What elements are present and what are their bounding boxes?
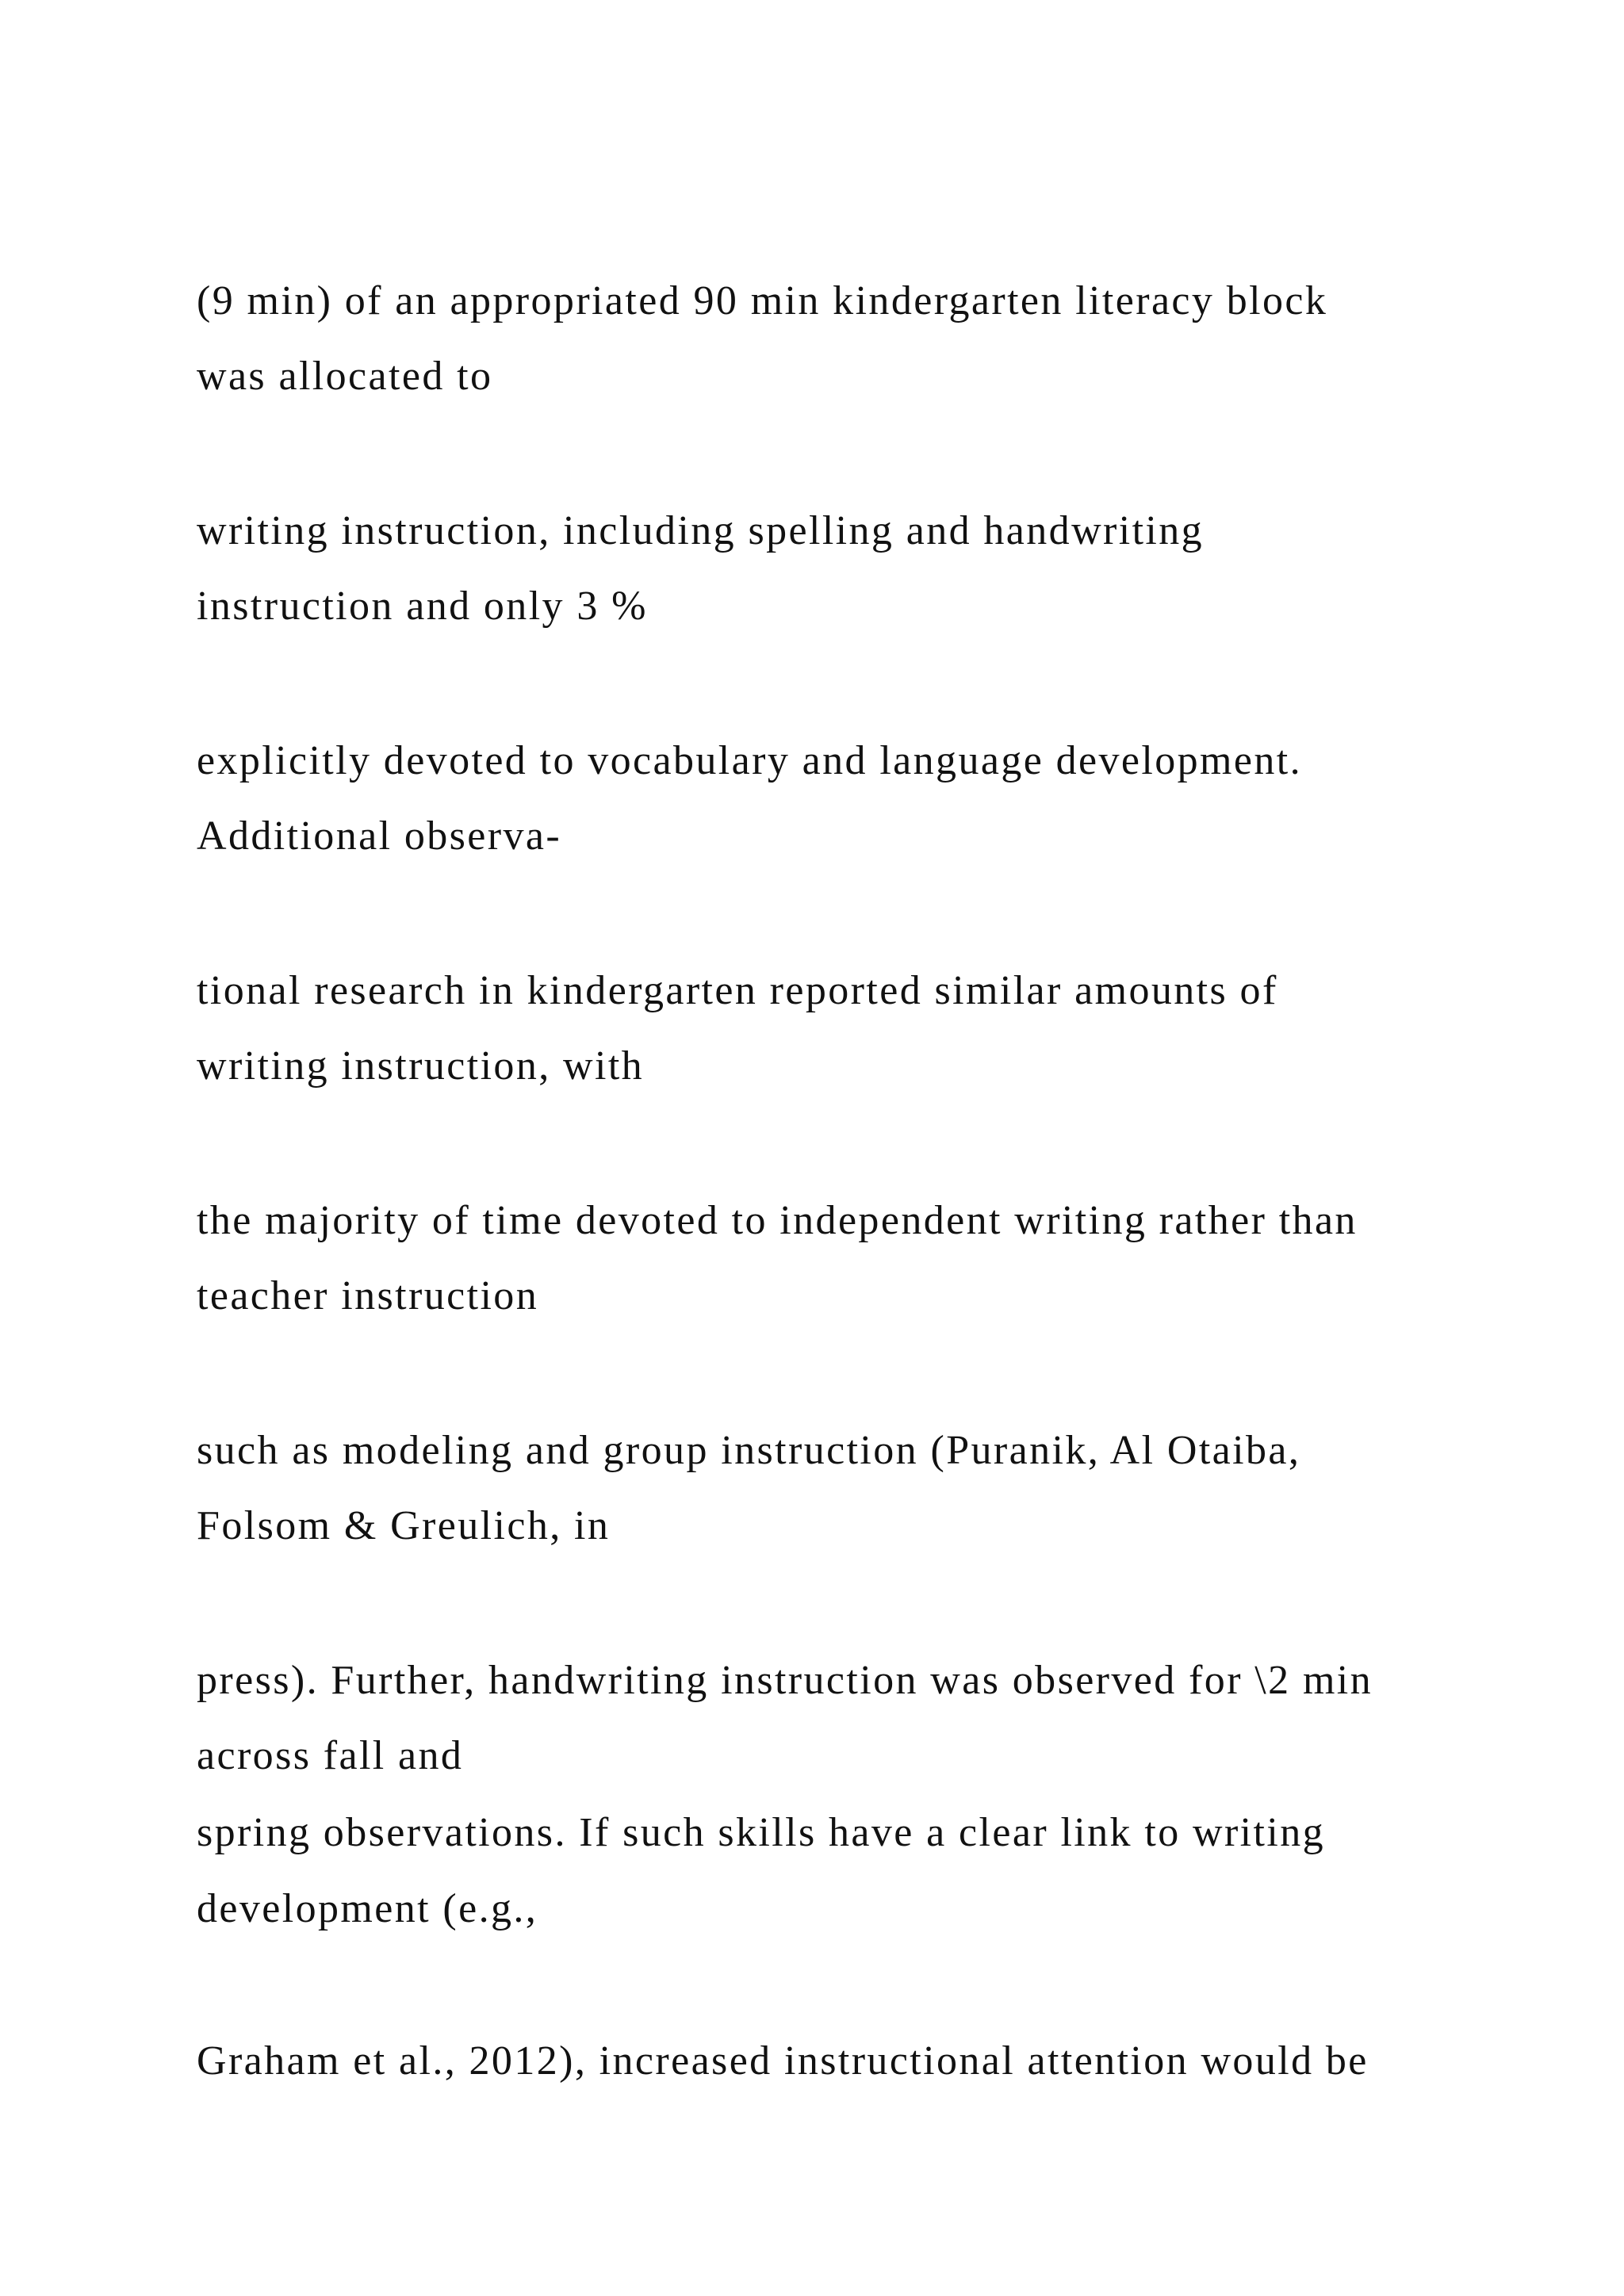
text-line-8: writing instruction, with bbox=[197, 1043, 645, 1089]
text-line-16: development (e.g., bbox=[197, 1886, 538, 1931]
text-line-10: teacher instruction bbox=[197, 1273, 539, 1318]
text-line-9: the majority of time devoted to independent writing rather than bbox=[197, 1198, 1358, 1243]
text-line-12: Folsom & Greulich, in bbox=[197, 1503, 611, 1548]
text-line-6: Additional observa- bbox=[197, 813, 562, 859]
text-line-4: instruction and only 3 % bbox=[197, 584, 648, 629]
text-line-17: Graham et al., 2012), increased instructional attention would be bbox=[197, 2038, 1369, 2084]
text-line-13: press). Further, handwriting instruction was observed for \2 min bbox=[197, 1658, 1373, 1703]
text-line-3: writing instruction, including spelling and handwriting bbox=[197, 508, 1205, 553]
text-line-5: explicitly devoted to vocabulary and language development. bbox=[197, 738, 1303, 783]
text-line-15: spring observations. If such skills have a clear link to writing bbox=[197, 1810, 1326, 1855]
text-line-11: such as modeling and group instruction (Puranik, Al Otaiba, bbox=[197, 1428, 1301, 1473]
text-line-2: was allocated to bbox=[197, 354, 493, 399]
text-line-14: across fall and bbox=[197, 1733, 464, 1778]
text-line-1: (9 min) of an appropriated 90 min kindergarten literacy block bbox=[197, 278, 1328, 323]
text-line-7: tional research in kindergarten reported similar amounts of bbox=[197, 968, 1278, 1013]
